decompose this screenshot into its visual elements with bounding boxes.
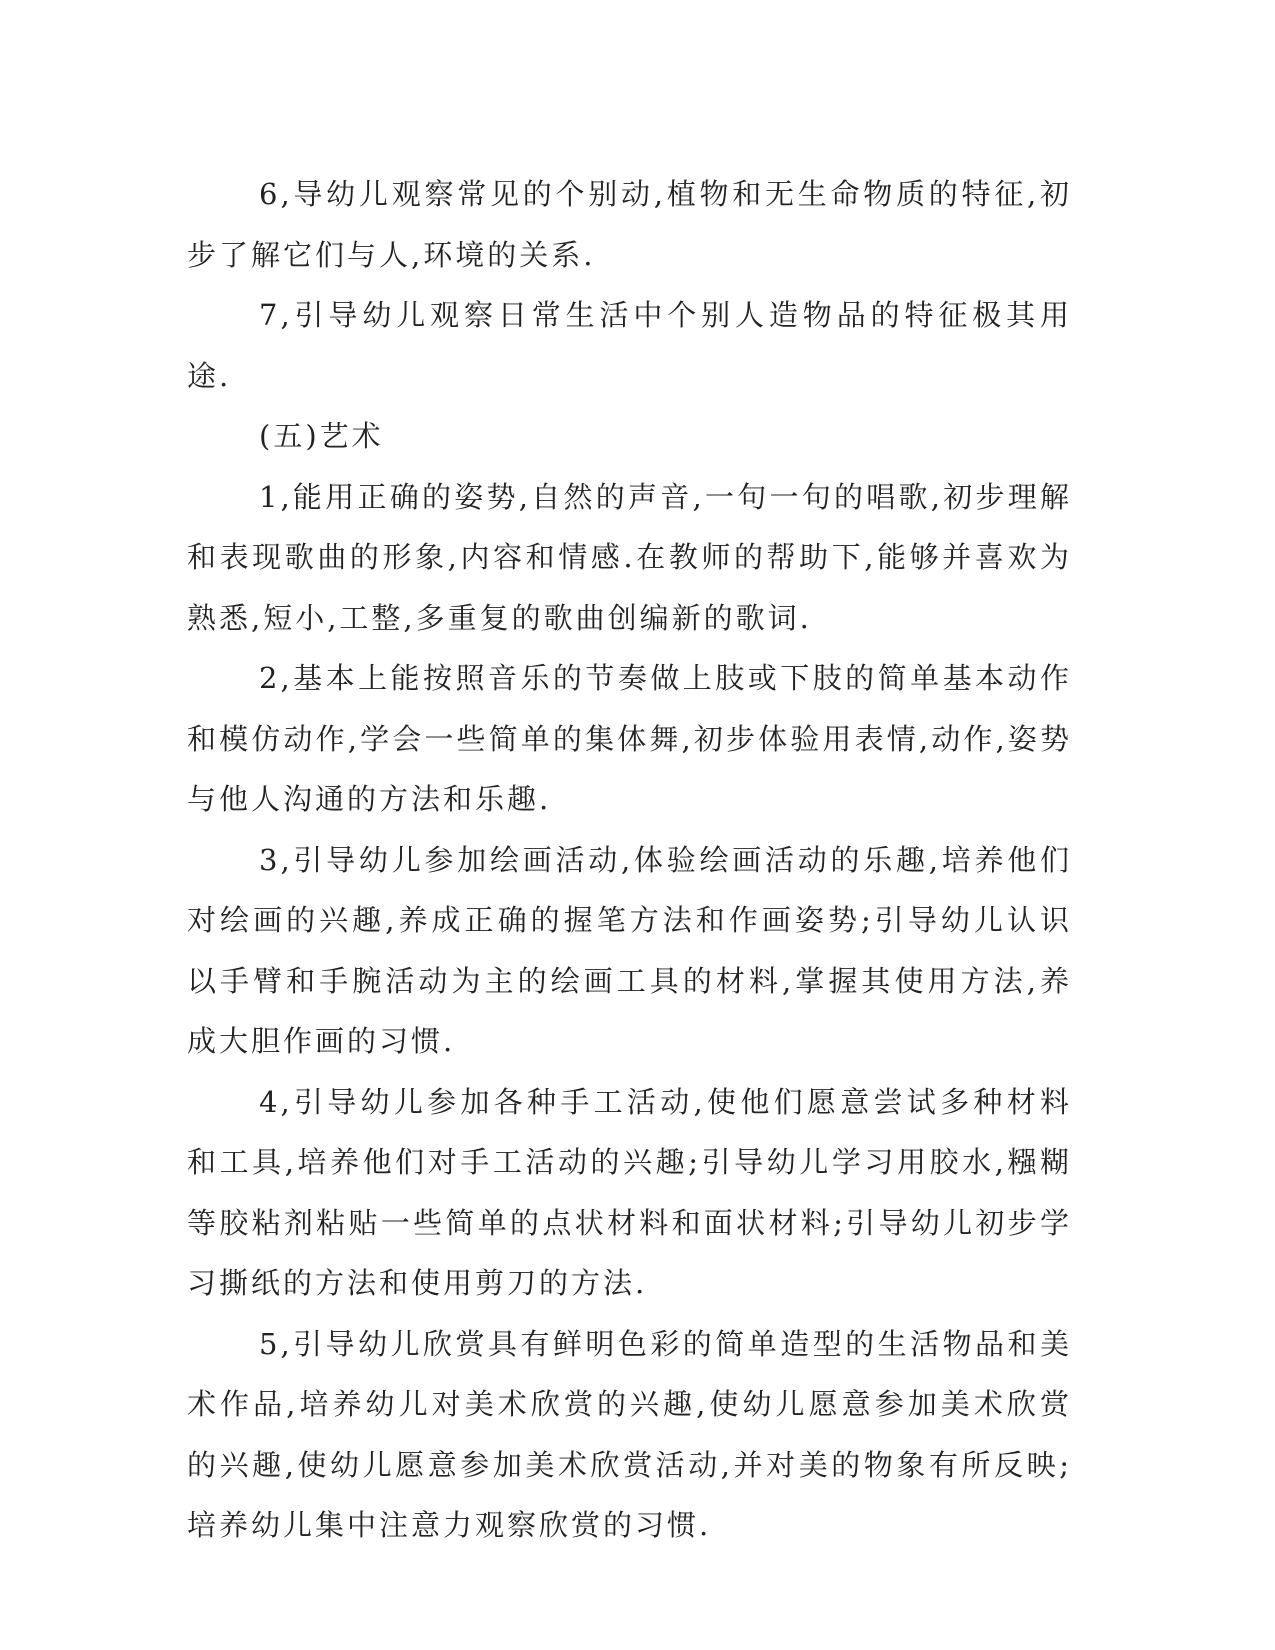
section-heading-art: (五)艺术 (259, 419, 384, 453)
paragraph-art-2: 2,基本上能按照音乐的节奏做上肢或下肢的简单基本动作和模仿动作,学会一些简单的集体舞,初步体验用表情,动作,姿势与他人沟通的方法和乐趣. (187, 661, 1072, 816)
paragraph-art-4: 4,引导幼儿参加各种手工活动,使他们愿意尝试多种材料和工具,培养他们对手工活动的兴趣;引导幼儿学习用胶水,糨糊等胶粘剂粘贴一些简单的点状材料和面状材料;引导幼儿初步学习撕纸的方法和使用剪刀的方法. (187, 1084, 1072, 1300)
paragraph-art-3: 3,引导幼儿参加绘画活动,体验绘画活动的乐趣,培养他们对绘画的兴趣,养成正确的握笔方法和作画姿势;引导幼儿认识以手臂和手腕活动为主的绘画工具的材料,掌握其使用方法,养成大胆作画的习惯. (187, 842, 1072, 1058)
paragraph-item-6: 6,导幼儿观察常见的个别动,植物和无生命物质的特征,初步了解它们与人,环境的关系. (187, 177, 1072, 272)
paragraph-art-5: 5,引导幼儿欣赏具有鲜明色彩的简单造型的生活物品和美术作品,培养幼儿对美术欣赏的兴趣,使幼儿愿意参加美术欣赏的兴趣,使幼儿愿意参加美术欣赏活动,并对美的物象有所反映;培养幼儿集中注意力观察欣赏的习惯. (187, 1326, 1072, 1542)
document-body (187, 164, 1072, 1556)
paragraph-item-7: 7,引导幼儿观察日常生活中个别人造物品的特征极其用途. (187, 298, 1072, 393)
paragraph-art-1: 1,能用正确的姿势,自然的声音,一句一句的唱歌,初步理解和表现歌曲的形象,内容和情感.在教师的帮助下,能够并喜欢为熟悉,短小,工整,多重复的歌曲创编新的歌词. (187, 479, 1072, 635)
